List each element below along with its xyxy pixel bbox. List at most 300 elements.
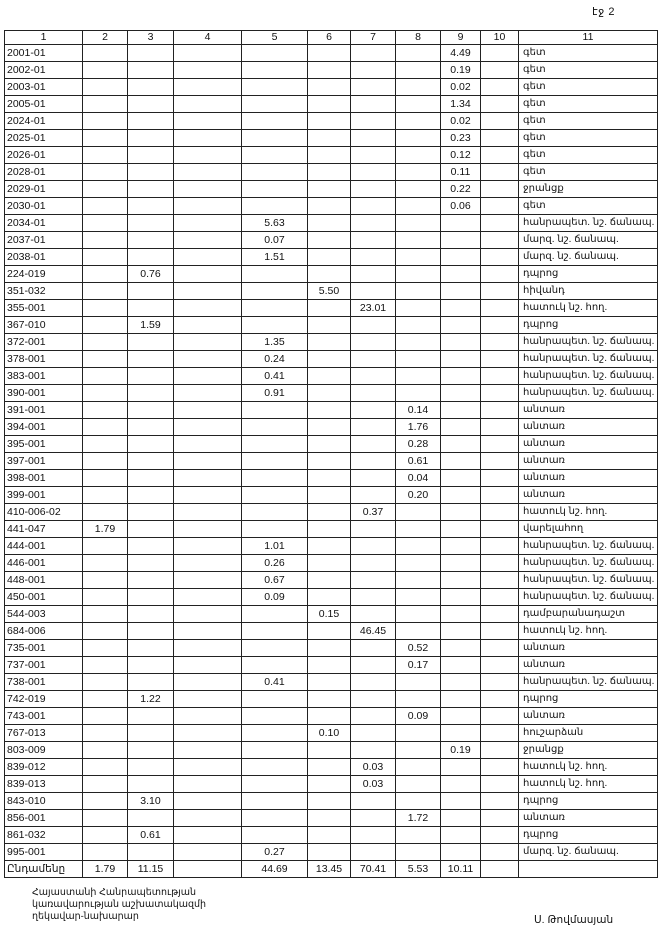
area-cell: [83, 402, 128, 419]
area-cell: 0.04: [396, 470, 441, 487]
parcel-code-cell: 391-001: [5, 402, 83, 419]
area-cell: [174, 572, 242, 589]
area-cell: [308, 79, 351, 96]
parcel-code-cell: 378-001: [5, 351, 83, 368]
area-cell: [242, 640, 308, 657]
parcel-code-cell: 2028-01: [5, 164, 83, 181]
area-cell: [308, 589, 351, 606]
area-cell: [351, 742, 396, 759]
land-use-cell: հուշարձան: [519, 725, 658, 742]
area-cell: [242, 79, 308, 96]
area-cell: [83, 487, 128, 504]
area-cell: [174, 793, 242, 810]
area-cell: [174, 589, 242, 606]
land-use-cell: անտառ: [519, 419, 658, 436]
table-row: [5, 487, 658, 504]
area-cell: [128, 742, 174, 759]
area-cell: [242, 419, 308, 436]
area-cell: 3.10: [128, 793, 174, 810]
area-cell: [441, 555, 481, 572]
area-cell: [351, 419, 396, 436]
parcel-code-cell: 742-019: [5, 691, 83, 708]
area-cell: 0.41: [242, 368, 308, 385]
parcel-code-cell: 395-001: [5, 436, 83, 453]
column-header-5: 5: [242, 31, 308, 45]
area-cell: [308, 776, 351, 793]
area-cell: [308, 181, 351, 198]
area-cell: [441, 691, 481, 708]
area-cell: [242, 759, 308, 776]
area-cell: [441, 436, 481, 453]
area-cell: [481, 708, 519, 725]
area-cell: [242, 436, 308, 453]
area-cell: [441, 657, 481, 674]
area-cell: [242, 283, 308, 300]
area-cell: 1.34: [441, 96, 481, 113]
area-cell: [351, 725, 396, 742]
area-cell: [83, 827, 128, 844]
area-cell: [441, 487, 481, 504]
area-cell: [242, 691, 308, 708]
table-row: [5, 317, 658, 334]
column-header-6: 6: [308, 31, 351, 45]
area-cell: [441, 572, 481, 589]
area-cell: [396, 45, 441, 62]
area-cell: [174, 164, 242, 181]
area-cell: [308, 419, 351, 436]
area-cell: [351, 96, 396, 113]
area-cell: [174, 232, 242, 249]
land-use-cell: անտառ: [519, 453, 658, 470]
table-row: [5, 181, 658, 198]
land-use-cell: գետ: [519, 45, 658, 62]
area-cell: [174, 436, 242, 453]
area-cell: [308, 742, 351, 759]
area-cell: [128, 79, 174, 96]
area-cell: [174, 504, 242, 521]
land-allocation-table: [4, 30, 658, 878]
area-cell: [242, 521, 308, 538]
page-number: էջ 2: [592, 6, 615, 18]
table-row: [5, 130, 658, 147]
area-cell: [83, 147, 128, 164]
area-cell: [128, 300, 174, 317]
area-cell: [441, 232, 481, 249]
area-cell: [308, 351, 351, 368]
area-cell: [481, 385, 519, 402]
area-cell: [308, 130, 351, 147]
parcel-code-cell: 738-001: [5, 674, 83, 691]
area-cell: [83, 555, 128, 572]
area-cell: [481, 640, 519, 657]
land-use-cell: անտառ: [519, 708, 658, 725]
area-cell: [308, 453, 351, 470]
area-cell: 1.59: [128, 317, 174, 334]
area-cell: [396, 674, 441, 691]
land-use-cell: գետ: [519, 198, 658, 215]
signatory-title-line: Հայաստանի Հանրապետության: [32, 887, 196, 898]
total-label-cell: Ընդամենը: [5, 861, 83, 878]
area-cell: [83, 742, 128, 759]
area-cell: [351, 351, 396, 368]
table-row: [5, 623, 658, 640]
area-cell: [481, 198, 519, 215]
area-cell: [174, 62, 242, 79]
parcel-code-cell: 2005-01: [5, 96, 83, 113]
parcel-code-cell: 2026-01: [5, 147, 83, 164]
area-cell: [481, 317, 519, 334]
area-cell: [351, 657, 396, 674]
parcel-code-cell: 743-001: [5, 708, 83, 725]
land-use-cell: անտառ: [519, 470, 658, 487]
area-cell: [351, 691, 396, 708]
area-cell: 0.14: [396, 402, 441, 419]
area-cell: [242, 776, 308, 793]
land-use-cell: հատուկ նշ. հող.: [519, 623, 658, 640]
area-cell: [481, 827, 519, 844]
area-cell: [128, 215, 174, 232]
parcel-code-cell: 2037-01: [5, 232, 83, 249]
area-cell: [174, 334, 242, 351]
area-cell: [128, 725, 174, 742]
area-cell: [242, 725, 308, 742]
area-cell: [396, 232, 441, 249]
area-cell: [308, 759, 351, 776]
area-cell: [128, 674, 174, 691]
table-row: [5, 759, 658, 776]
area-cell: [83, 470, 128, 487]
area-cell: [396, 844, 441, 861]
area-cell: [242, 453, 308, 470]
area-cell: [83, 725, 128, 742]
total-cell: 5.53: [396, 861, 441, 878]
area-cell: [351, 538, 396, 555]
column-header-10: 10: [481, 31, 519, 45]
parcel-code-cell: 995-001: [5, 844, 83, 861]
land-use-cell: դպրոց: [519, 793, 658, 810]
area-cell: [351, 827, 396, 844]
area-cell: [128, 147, 174, 164]
area-cell: [128, 708, 174, 725]
table-row: [5, 470, 658, 487]
area-cell: [174, 640, 242, 657]
area-cell: [351, 589, 396, 606]
area-cell: [83, 793, 128, 810]
area-cell: 0.02: [441, 113, 481, 130]
area-cell: 0.19: [441, 62, 481, 79]
area-cell: [351, 793, 396, 810]
area-cell: 0.27: [242, 844, 308, 861]
area-cell: [481, 334, 519, 351]
area-cell: [128, 402, 174, 419]
area-cell: [242, 402, 308, 419]
area-cell: [481, 504, 519, 521]
land-use-cell: գետ: [519, 164, 658, 181]
area-cell: [308, 521, 351, 538]
area-cell: [481, 164, 519, 181]
area-cell: [242, 470, 308, 487]
area-cell: [83, 844, 128, 861]
land-use-cell: հանրապետ. նշ. ճանապ.: [519, 538, 658, 555]
area-cell: [242, 487, 308, 504]
area-cell: [441, 606, 481, 623]
table-row: [5, 742, 658, 759]
area-cell: [441, 623, 481, 640]
area-cell: [308, 538, 351, 555]
area-cell: [396, 198, 441, 215]
area-cell: [441, 215, 481, 232]
area-cell: [174, 521, 242, 538]
area-cell: [242, 113, 308, 130]
parcel-code-cell: 544-003: [5, 606, 83, 623]
area-cell: [174, 470, 242, 487]
total-cell: 11.15: [128, 861, 174, 878]
area-cell: [83, 589, 128, 606]
area-cell: [83, 62, 128, 79]
area-cell: [351, 521, 396, 538]
table-row: [5, 606, 658, 623]
area-cell: [481, 589, 519, 606]
parcel-code-cell: 351-032: [5, 283, 83, 300]
area-cell: [174, 657, 242, 674]
area-cell: [396, 589, 441, 606]
area-cell: [83, 538, 128, 555]
area-cell: [128, 470, 174, 487]
area-cell: 0.76: [128, 266, 174, 283]
area-cell: [174, 45, 242, 62]
area-cell: [481, 79, 519, 96]
area-cell: [128, 521, 174, 538]
area-cell: [396, 266, 441, 283]
parcel-code-cell: 803-009: [5, 742, 83, 759]
area-cell: [128, 504, 174, 521]
area-cell: [128, 436, 174, 453]
area-cell: [481, 521, 519, 538]
area-cell: [174, 181, 242, 198]
land-use-cell: հանրապետ. նշ. ճանապ.: [519, 351, 658, 368]
area-cell: [128, 572, 174, 589]
land-use-cell: դպրոց: [519, 266, 658, 283]
area-cell: 0.20: [396, 487, 441, 504]
area-cell: [441, 793, 481, 810]
area-cell: [481, 232, 519, 249]
area-cell: [83, 96, 128, 113]
area-cell: [128, 385, 174, 402]
area-cell: [396, 385, 441, 402]
area-cell: [396, 521, 441, 538]
parcel-code-cell: 2001-01: [5, 45, 83, 62]
land-use-cell: անտառ: [519, 436, 658, 453]
area-cell: [351, 232, 396, 249]
area-cell: [128, 45, 174, 62]
parcel-code-cell: 839-012: [5, 759, 83, 776]
total-cell: 10.11: [441, 861, 481, 878]
land-use-cell: անտառ: [519, 640, 658, 657]
area-cell: [308, 266, 351, 283]
table-row: [5, 436, 658, 453]
column-header-8: 8: [396, 31, 441, 45]
area-cell: [242, 266, 308, 283]
parcel-code-cell: 224-019: [5, 266, 83, 283]
total-row: [5, 861, 658, 878]
area-cell: [83, 640, 128, 657]
area-cell: [174, 198, 242, 215]
area-cell: [351, 317, 396, 334]
area-cell: 0.06: [441, 198, 481, 215]
area-cell: [242, 164, 308, 181]
land-use-cell: հանրապետ. նշ. ճանապ.: [519, 385, 658, 402]
parcel-code-cell: 2038-01: [5, 249, 83, 266]
table-row: [5, 147, 658, 164]
table-row: [5, 776, 658, 793]
area-cell: [308, 572, 351, 589]
area-cell: [242, 708, 308, 725]
parcel-code-cell: 856-001: [5, 810, 83, 827]
parcel-code-cell: 441-047: [5, 521, 83, 538]
area-cell: [396, 113, 441, 130]
area-cell: [351, 215, 396, 232]
area-cell: [481, 623, 519, 640]
land-use-cell: մարզ. նշ. ճանապ.: [519, 844, 658, 861]
table-row: [5, 96, 658, 113]
area-cell: [308, 470, 351, 487]
area-cell: 0.17: [396, 657, 441, 674]
land-use-cell: հատուկ նշ. հող.: [519, 759, 658, 776]
area-cell: [351, 487, 396, 504]
area-cell: [351, 606, 396, 623]
area-cell: [481, 606, 519, 623]
signatory-title-line: ղեկավար-նախարար: [32, 911, 139, 922]
parcel-code-cell: 390-001: [5, 385, 83, 402]
area-cell: 0.03: [351, 759, 396, 776]
area-cell: [83, 708, 128, 725]
table-row: [5, 232, 658, 249]
land-use-cell: գետ: [519, 79, 658, 96]
area-cell: [174, 266, 242, 283]
area-cell: [83, 674, 128, 691]
area-cell: [242, 606, 308, 623]
table-row: [5, 215, 658, 232]
parcel-code-cell: 737-001: [5, 657, 83, 674]
area-cell: [441, 640, 481, 657]
table-row: [5, 691, 658, 708]
table-row: [5, 674, 658, 691]
area-cell: [308, 317, 351, 334]
area-cell: [308, 215, 351, 232]
area-cell: [308, 249, 351, 266]
total-cell: 13.45: [308, 861, 351, 878]
land-use-cell: հանրապետ. նշ. ճանապ.: [519, 368, 658, 385]
column-header-1: 1: [5, 31, 83, 45]
column-header-7: 7: [351, 31, 396, 45]
land-use-cell: ջրանցք: [519, 181, 658, 198]
area-cell: [128, 164, 174, 181]
area-cell: [308, 113, 351, 130]
area-cell: [441, 419, 481, 436]
area-cell: [242, 198, 308, 215]
area-cell: [481, 538, 519, 555]
area-cell: [351, 79, 396, 96]
area-cell: [481, 725, 519, 742]
area-cell: [481, 402, 519, 419]
land-use-cell: հանրապետ. նշ. ճանապ.: [519, 572, 658, 589]
table-row: [5, 62, 658, 79]
area-cell: [481, 419, 519, 436]
area-cell: [83, 130, 128, 147]
parcel-code-cell: 394-001: [5, 419, 83, 436]
area-cell: 1.76: [396, 419, 441, 436]
table-row: [5, 249, 658, 266]
area-cell: [174, 725, 242, 742]
table-row: [5, 793, 658, 810]
area-cell: [481, 793, 519, 810]
parcel-code-cell: 410-006-02: [5, 504, 83, 521]
area-cell: [441, 759, 481, 776]
area-cell: [351, 130, 396, 147]
land-use-cell: հանրապետ. նշ. ճանապ.: [519, 674, 658, 691]
area-cell: [128, 538, 174, 555]
area-cell: [351, 640, 396, 657]
area-cell: [396, 96, 441, 113]
area-cell: [481, 300, 519, 317]
area-cell: 0.23: [441, 130, 481, 147]
area-cell: [441, 521, 481, 538]
table-row: [5, 504, 658, 521]
area-cell: [441, 470, 481, 487]
land-use-cell: հատուկ նշ. հող.: [519, 776, 658, 793]
area-cell: [351, 555, 396, 572]
parcel-code-cell: 397-001: [5, 453, 83, 470]
area-cell: [308, 623, 351, 640]
area-cell: [308, 436, 351, 453]
table-row: [5, 266, 658, 283]
area-cell: [128, 368, 174, 385]
area-cell: [308, 368, 351, 385]
area-cell: [396, 317, 441, 334]
area-cell: [174, 538, 242, 555]
area-cell: [396, 334, 441, 351]
area-cell: [174, 742, 242, 759]
area-cell: [396, 147, 441, 164]
parcel-code-cell: 450-001: [5, 589, 83, 606]
land-use-cell: անտառ: [519, 402, 658, 419]
area-cell: [242, 300, 308, 317]
area-cell: [128, 776, 174, 793]
column-header-2: 2: [83, 31, 128, 45]
area-cell: [174, 351, 242, 368]
parcel-code-cell: 2034-01: [5, 215, 83, 232]
area-cell: [351, 249, 396, 266]
land-use-cell: հանրապետ. նշ. ճանապ.: [519, 334, 658, 351]
area-cell: [481, 368, 519, 385]
area-cell: 1.22: [128, 691, 174, 708]
area-cell: [351, 113, 396, 130]
area-cell: 5.63: [242, 215, 308, 232]
table-row: [5, 113, 658, 130]
area-cell: [308, 504, 351, 521]
area-cell: 0.09: [242, 589, 308, 606]
area-cell: [242, 45, 308, 62]
land-use-cell: դամբարանադաշտ: [519, 606, 658, 623]
area-cell: [128, 657, 174, 674]
area-cell: [128, 453, 174, 470]
table-row: [5, 725, 658, 742]
area-cell: 0.10: [308, 725, 351, 742]
area-cell: [481, 810, 519, 827]
area-cell: [351, 385, 396, 402]
area-cell: [441, 538, 481, 555]
area-cell: [242, 130, 308, 147]
